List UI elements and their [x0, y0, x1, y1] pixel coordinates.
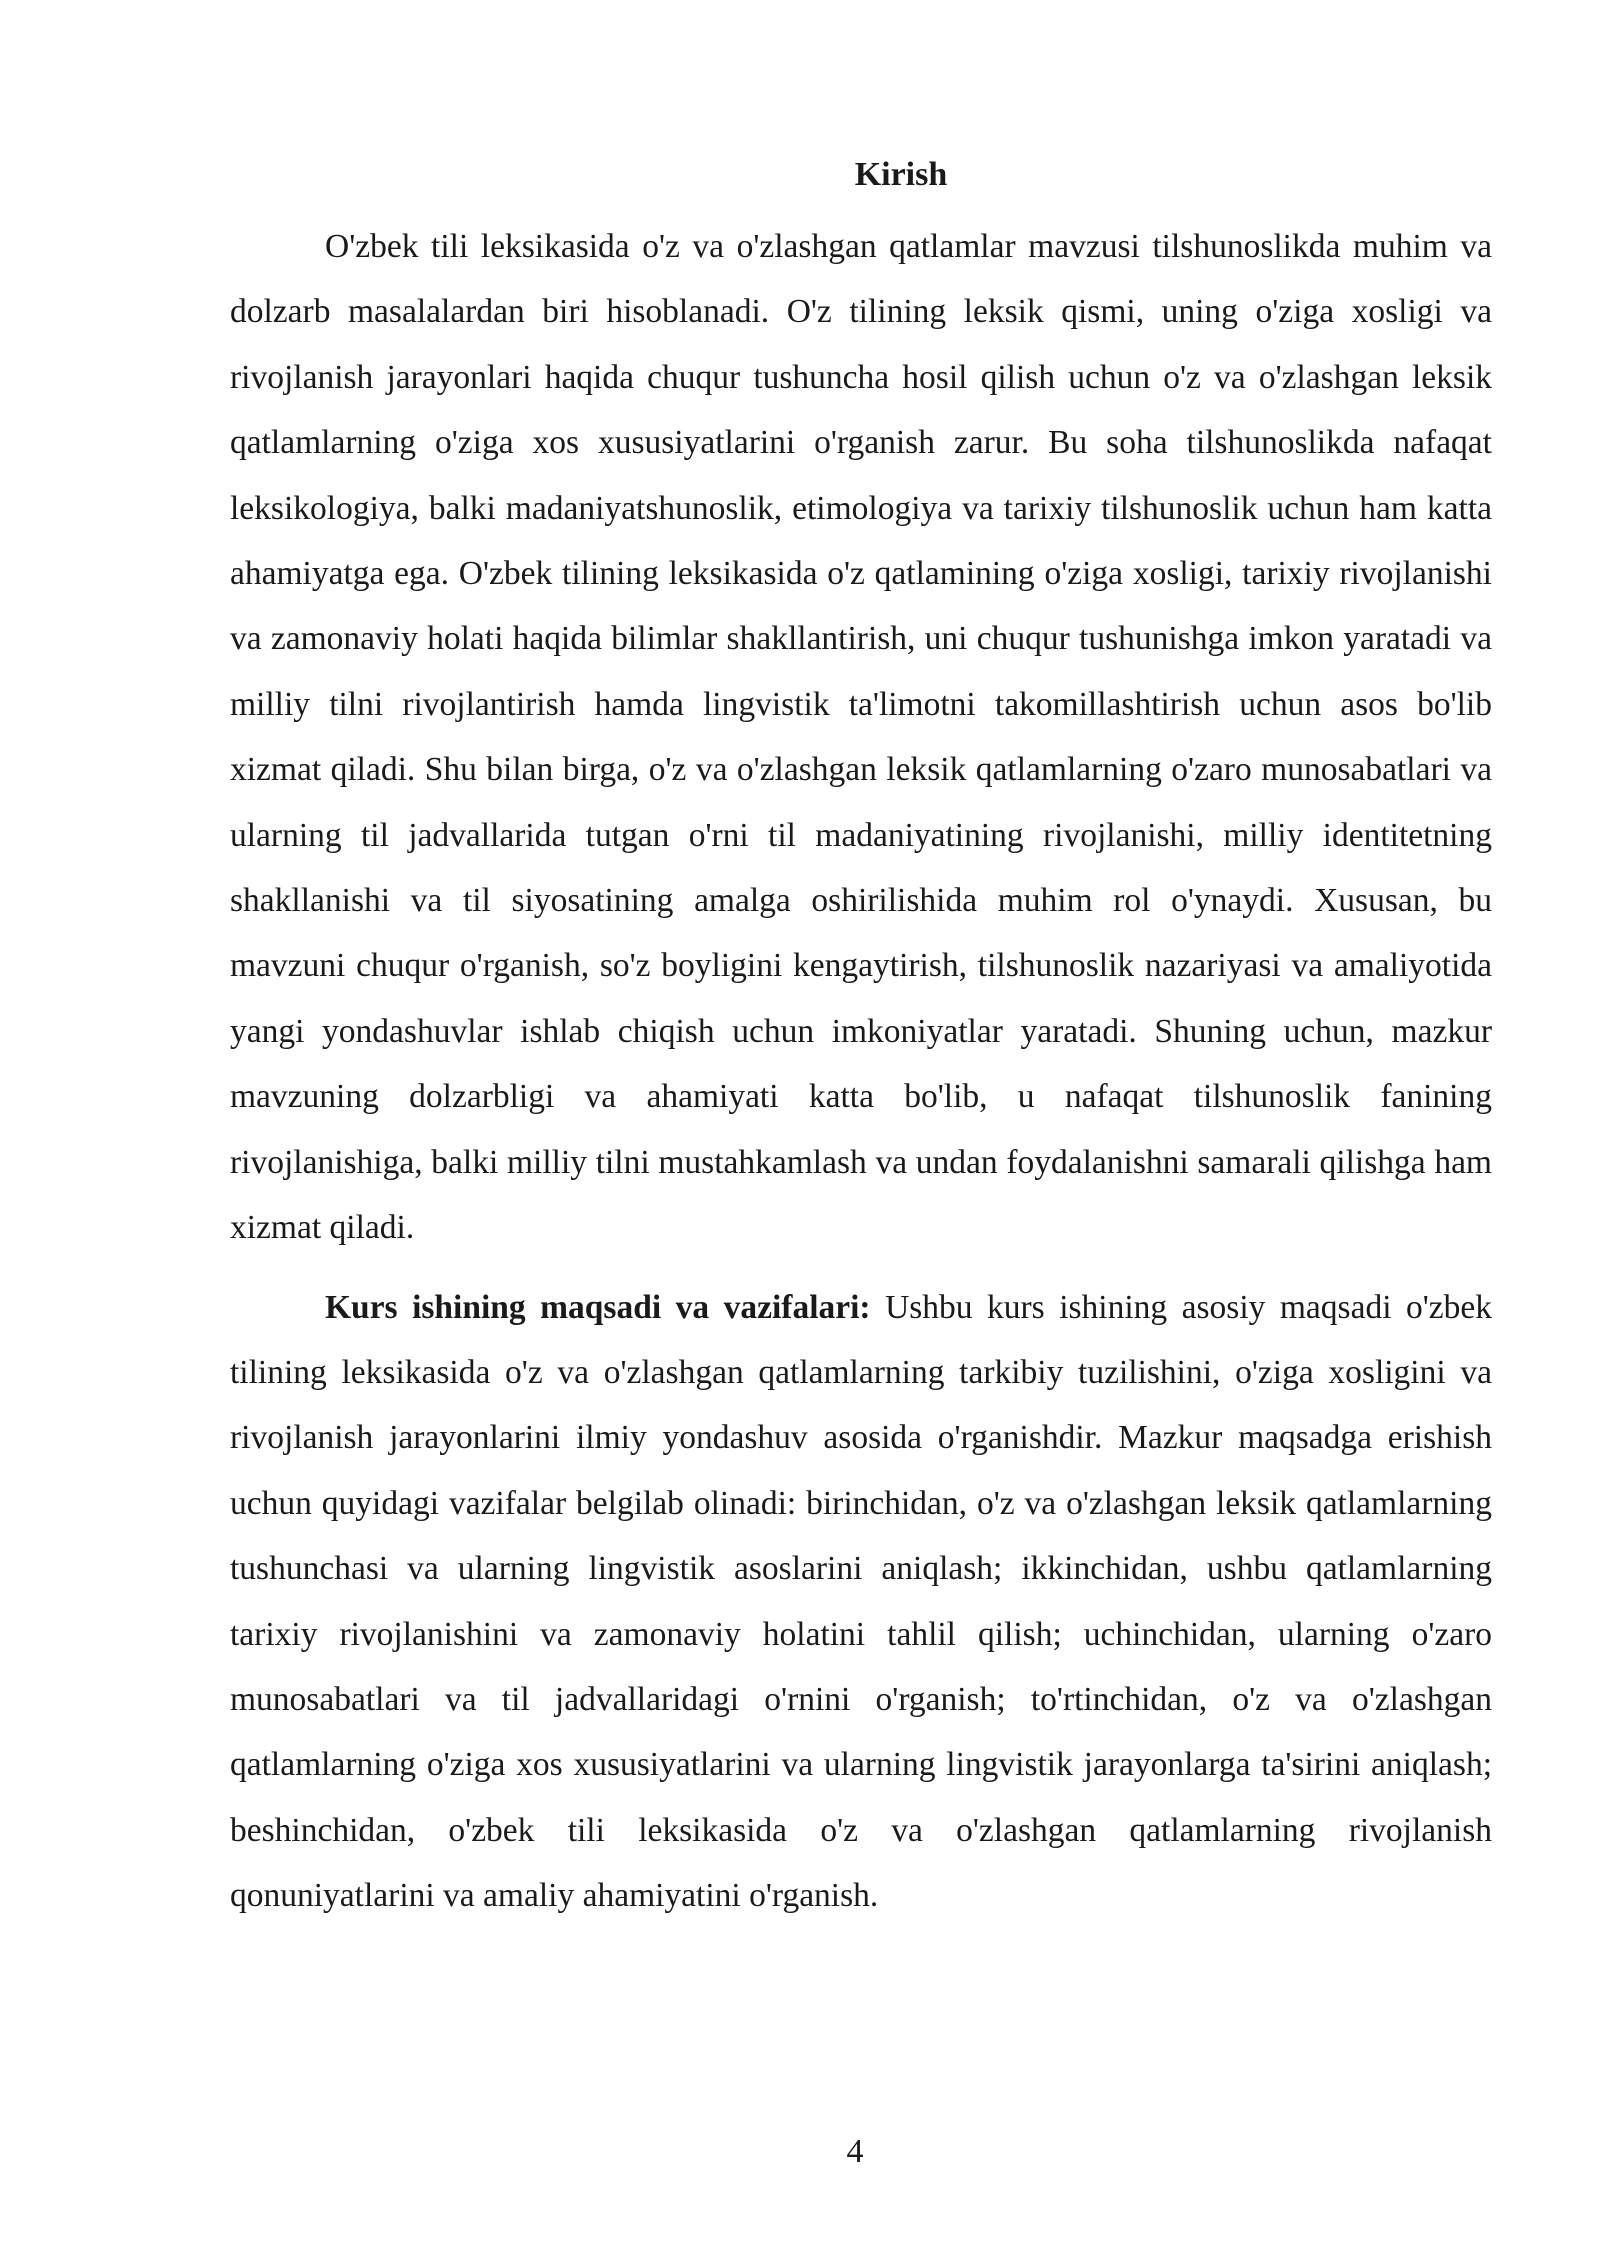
- section-title: Kirish: [854, 156, 948, 193]
- goals-body: Ushbu kurs ishining asosiy maqsadi o'zbek tilining leksikasida o'z va o'zlashgan qatlamlarning tarkibiy tuzilishini, o'ziga xosligini va rivojlanish jarayonlarini ilmiy yondashuv asosida o'rganishdir. Mazkur maqsadga erishish uchun quyidagi vazifalar belgilab olinadi: birinchidan, o'z va o'zlashgan leksik qatlamlarning tushunchasi va ularning lingvistik asoslarini aniqlash; ikkinchidan, ushbu qatlamlarning tarixiy rivojlanishini va zamonaviy holatini tahlil qilish; uchinchidan, ularning o'zaro munosabatlari va til jadvallaridagi o'rnini o'rganish; to'rtinchidan, o'z va o'zlashgan qatlamlarning o'ziga xos xususiyatlarini va ularning lingvistik jarayonlarga ta'sirini aniqlash; beshinchidan, o'zbek tili leksikasida o'z va o'zlashgan qatlamlarning rivojlanish qonuniyatlarini va amaliy ahamiyatini o'rganish.: [230, 1288, 1492, 1915]
- page-number: 4: [846, 2133, 864, 2170]
- goals-heading: Kurs ishining maqsadi va vazifalari:: [325, 1288, 871, 1326]
- intro-paragraph: O'zbek tili leksikasida o'z va o'zlashgan qatlamlar mavzusi tilshunoslikda muhim va dolzarb masalalardan biri hisoblanadi. O'z tilining leksik qismi, uning o'ziga xosligi va rivojlanish jarayonlari haqida chuqur tushuncha hosil qilish uchun o'z va o'zlashgan leksik qatlamlarning o'ziga xos xususiyatlarini o'rganish zarur. Bu soha tilshunoslikda nafaqat leksikologiya, balki madaniyatshunoslik, etimologiya va tarixiy tilshunoslik uchun ham katta ahamiyatga ega. O'zbek tilining leksikasida o'z qatlamining o'ziga xosligi, tarixiy rivojlanishi va zamonaviy holati haqida bilimlar shakllantirish, uni chuqur tushunishga imkon yaratadi va milliy tilni rivojlantirish hamda lingvistik ta'limotni takomillashtirish uchun asos bo'lib xizmat qiladi. Shu bilan birga, o'z va o'zlashgan leksik qatlamlarning o'zaro munosabatlari va ularning til jadvallarida tutgan o'rni til madaniyatining rivojlanishi, milliy identitetning shakllanishi va til siyosatining amalga oshirilishida muhim rol o'ynaydi. Xususan, bu mavzuni chuqur o'rganish, so'z boyligini kengaytirish, tilshunoslik nazariyasi va amaliyotida yangi yondashuvlar ishlab chiqish uchun imkoniyatlar yaratadi. Shuning uchun, mazkur mavzuning dolzarbligi va ahamiyati katta bo'lib, u nafaqat tilshunoslik fanining rivojlanishiga, balki milliy tilni mustahkamlash va undan foydalanishni samarali qilishga ham xizmat qiladi.: [230, 228, 1492, 1247]
- document-page: [230, 150, 1492, 1929]
- goals-paragraph: [230, 1275, 1492, 1929]
